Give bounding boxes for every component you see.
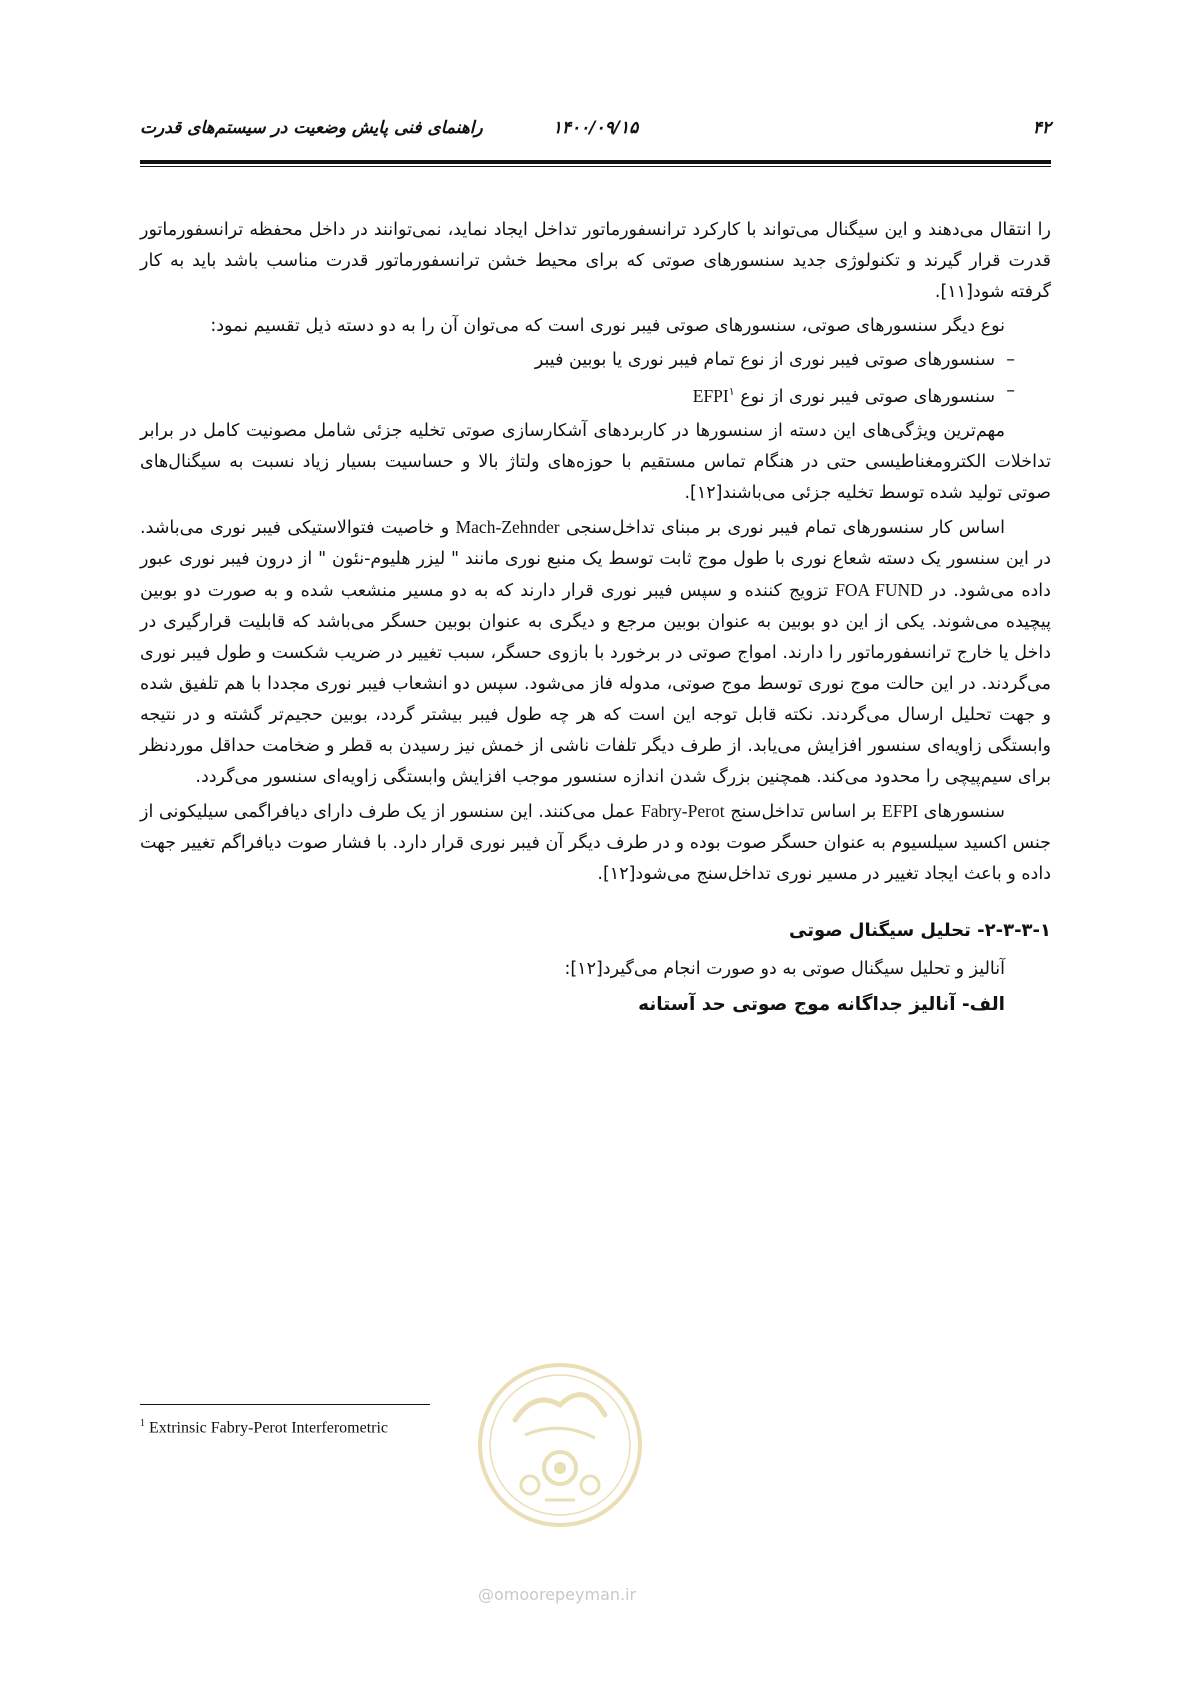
- footnote: [140, 1418, 388, 1437]
- footnote-text: Extrinsic Fabry-Perot Interferometric: [149, 1419, 389, 1437]
- paragraph-2: نوع دیگر سنسورهای صوتی، سنسورهای صوتی فیبر نوری است که می‌توان آن را به دو دسته ذیل تقسیم نمود:: [210, 316, 1005, 336]
- list-item-text: سنسورهای صوتی فیبر نوری از نوع تمام فیبر نوری یا بوبین فیبر: [534, 350, 995, 370]
- header-date: ۱۴۰۰/۰۹/۱۵: [552, 118, 639, 138]
- paragraph-4-part-c: تزویج کننده و سپس فیبر نوری قرار دارند که به دو مسیر منشعب شده و به صورت دو بوبین پیچیده می‌شوند. یکی از این دو بوبین به عنوان بوبین مرجع و دیگری به عنوان بوبین حسگر می‌باشد که قابلیت قرارگیری در داخل یا خارج ترانسفورماتور را دارند. امواج صوتی در برخورد با بازوی حسگر، سبب تغییر در ضریب شکست و طول فیبر نوری می‌گردند. در این حالت موج نوری توسط موج صوتی، مدوله فاز می‌شود. سپس دو انشعاب فیبر نوری مجددا با هم تلفیق شده و جهت تحلیل ارسال می‌گردند. نکته قابل توجه این است که هر چه طول فیبر بیشتر گردد، بوبین حجیم‌تر گشته و در نتیجه وابستگی زاویه‌ای سنسور افزایش می‌یابد. از طرف دیگر تلفات ناشی از خمش نیز رسیدن به قطر و ضخامت حداقل موردنظر برای سیم‌پیچی را محدود می‌کند. همچنین بزرگ شدن اندازه سنسور موجب افزایش وابستگی زاویه‌ای سنسور می‌گردد.: [140, 580, 1051, 787]
- footnote-rule: [140, 1404, 430, 1405]
- subsection-heading: الف- آنالیز جداگانه موج صوتی حد آستانه: [638, 993, 1005, 1015]
- main-content: [140, 215, 1051, 1020]
- header-rule-thick: [140, 160, 1051, 164]
- paragraph-1: را انتقال می‌دهند و این سیگنال می‌تواند با کارکرد ترانسفورماتور تداخل ایجاد نماید، نمی‌توانند در داخل محفظه ترانسفورماتور قدرت قرار گیرند و تکنولوژی جدید سنسورهای صوتی که برای محیط خشن ترانسفورماتور قدرت مناسب باشد باید به کار گرفته شود[۱۱].: [140, 220, 1051, 302]
- header-title: راهنمای فنی پایش وضعیت در سیستم‌های قدرت: [140, 118, 483, 138]
- page-number: ۴۲: [1032, 118, 1051, 138]
- list-dash: –: [1006, 350, 1015, 370]
- paragraph-4-part-b: و خاصیت فتوالاستیکی فیبر نوری می‌باشد. در این سنسور یک دسته شعاع نوری با طول موج ثابت توسط یک منبع نوری مانند " لیزر هلیوم-نئون " از درون فیبر نوری عبور داده می‌شود. در: [140, 517, 1051, 601]
- paragraph-5: [140, 796, 1051, 890]
- sensor-type-list: [140, 345, 1051, 413]
- efpi-term: EFPI: [692, 385, 729, 406]
- watermark-url: @omoorepeyman.ir: [478, 1585, 637, 1604]
- mach-zehnder-term: Mach-Zehnder: [455, 516, 560, 537]
- paragraph-3: مهم‌ترین ویژگی‌های این دسته از سنسورها در کاربردهای آشکارسازی صوتی تخلیه جزئی شامل مصونیت کامل در برابر تداخلات الکترومغناطیسی حتی در هنگام تماس مستقیم با حوزه‌های ولتاژ بالا و حساسیت بسیار زیاد نسبت به سیگنال‌های صوتی تولید شده توسط تخلیه جزئی می‌باشند[۱۲].: [140, 420, 1051, 503]
- list-dash: –: [1006, 381, 1015, 401]
- efpi-term: EFPI: [882, 800, 919, 821]
- list-item-text: سنسورهای صوتی فیبر نوری از نوع: [740, 386, 995, 407]
- paragraph-5-part-a: سنسورهای: [923, 801, 1005, 822]
- section-heading: ۲-۳-۳-۱- تحلیل سیگنال صوتی: [788, 919, 1051, 941]
- paragraph-4-part-a: اساس کار سنسورهای تمام فیبر نوری بر مبنای تداخل‌سنجی: [565, 517, 1005, 538]
- watermark-logo: [475, 1350, 645, 1550]
- paragraph-5-part-b: بر اساس تداخل‌سنج: [730, 801, 877, 822]
- page-header: [140, 118, 1051, 146]
- section-intro: آنالیز و تحلیل سیگنال صوتی به دو صورت انجام می‌گیرد[۱۲]:: [564, 958, 1005, 979]
- header-rule-thin: [140, 166, 1051, 167]
- paragraph-5-part-c: عمل می‌کنند. این سنسور از یک طرف دارای دیافراگمی سیلیکونی از جنس اکسید سیلسیوم به عنوان حسگر صوت بوده و در طرف دیگر آن فیبر نوری قرار دارد. با فشار صوت دیافراگم تغییر جهت داده و باعث ایجاد تغییر در مسیر نوری تداخل‌سنج می‌شود[۱۲].: [140, 801, 1051, 884]
- footnote-mark: 1: [140, 1418, 145, 1429]
- paragraph-4: [140, 512, 1051, 793]
- list-item: [140, 345, 1051, 376]
- footnote-ref: ۱: [728, 385, 735, 398]
- list-item: [140, 376, 1051, 413]
- foa-fund-term: FOA FUND: [835, 579, 923, 600]
- fabry-perot-term: Fabry-Perot: [640, 800, 725, 821]
